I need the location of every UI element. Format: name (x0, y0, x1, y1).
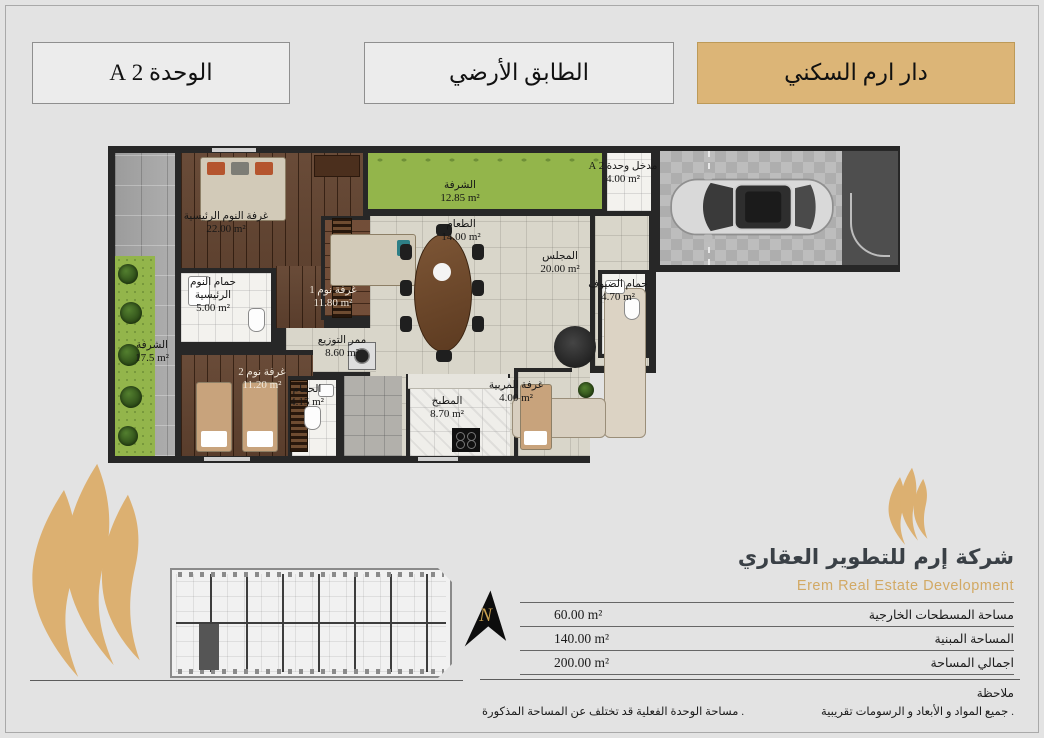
room-label-balcony-top: الشرفة 12.85 m² (440, 180, 480, 205)
car-icon (666, 160, 838, 254)
unit-title-box (32, 42, 290, 104)
coffee-table (554, 326, 596, 368)
project-title: دار ارم السكني (784, 60, 928, 85)
room-label-guest-bathroom: حمام الضيوف 4.70 m² (588, 279, 648, 304)
bush-icon (120, 386, 142, 408)
note-item: . مساحة الوحدة الفعلية قد تختلف عن المساحة المذكورة (482, 706, 745, 718)
company-name-ar: شركة إرم للتطوير العقاري (737, 545, 1014, 569)
chair (472, 280, 484, 296)
room-label-nanny: غرفة المربية 4.00 m² (488, 380, 544, 405)
area-value: 140.00 m² (554, 630, 610, 646)
table-row (520, 626, 1014, 650)
dining-table (414, 234, 472, 352)
north-label: N (479, 604, 492, 626)
north-arrow (458, 588, 514, 658)
toilet (248, 308, 265, 332)
chair (400, 244, 412, 260)
floor-title-box (364, 42, 674, 104)
chair (436, 350, 452, 362)
window (418, 457, 458, 461)
pillow (201, 431, 227, 447)
floor-title: الطابق الأرضي (449, 60, 589, 85)
desk (314, 155, 360, 177)
window (204, 457, 250, 461)
street-asphalt (842, 151, 898, 265)
pillow (231, 162, 249, 175)
divider-right (480, 679, 1020, 680)
plant-icon (578, 382, 594, 398)
room-label-bedroom-2: غرفة نوم 2 11.20 m² (238, 367, 286, 392)
window (212, 148, 256, 152)
site-key-plan (170, 568, 452, 678)
notes-title: ملاحظة (976, 686, 1014, 700)
note-item: . جميع المواد و الأبعاد و الرسومات تقريبية (821, 706, 1014, 718)
pillow (524, 431, 547, 445)
logo-flame-watermark (26, 448, 150, 692)
bed-1 (330, 234, 416, 286)
company-name-en: Erem Real Estate Development (796, 578, 1014, 594)
table-row (520, 602, 1014, 626)
areas-table (520, 602, 1014, 675)
room-label-bathroom: الحمام 4.15 m² (290, 384, 324, 409)
room-vestibule (344, 376, 402, 456)
burner (456, 440, 465, 449)
room-label-dining: الطعام 14.00 m² (441, 219, 481, 244)
highlighted-unit (199, 624, 219, 670)
curb-curve (850, 193, 890, 257)
chair (472, 316, 484, 332)
chair (472, 244, 484, 260)
room-label-unit-entrance: مدخل وحدة 2 A 4.00 m² (588, 161, 658, 186)
bush-icon (120, 302, 142, 324)
chair (400, 280, 412, 296)
room-label-bedroom-1: غرفة نوم 1 11.80 m² (309, 285, 357, 310)
site-plan-ticks-top (178, 572, 444, 577)
stove (452, 428, 480, 452)
room-label-kitchen: المطبخ 8.70 m² (430, 396, 464, 421)
bush-icon (118, 264, 138, 284)
room-label-master-bedroom: غرفة النوم الرئيسية 22.00 m² (183, 211, 269, 236)
burner (467, 440, 476, 449)
notes-row (482, 704, 1014, 718)
table-row (520, 650, 1014, 675)
chair (400, 316, 412, 332)
divider-left (30, 680, 463, 681)
floor-plan (108, 146, 900, 463)
room-label-balcony-left: الشرفة 17.5 m² (135, 340, 169, 365)
company-logo-flame (878, 460, 940, 550)
room-label-majlis: المجلس 20.00 m² (540, 251, 580, 276)
area-label: المساحة المبنية (934, 631, 1014, 646)
room-label-corridor: ممر التوزيع 8.60 m² (317, 335, 367, 360)
area-value: 200.00 m² (554, 654, 610, 670)
pillow (255, 162, 273, 175)
pillow (207, 162, 225, 175)
pillow (247, 431, 273, 447)
area-value: 60.00 m² (554, 606, 603, 622)
room-label-master-bathroom: حمام النوم الرئيسية 5.00 m² (189, 277, 237, 315)
area-label: مساحة المسطحات الخارجية (868, 607, 1014, 622)
plate (433, 263, 451, 281)
unit-title: الوحدة 2 A (109, 60, 213, 85)
project-title-box (697, 42, 1015, 104)
bush-icon (118, 426, 138, 446)
area-label: اجمالي المساحة (930, 655, 1014, 670)
